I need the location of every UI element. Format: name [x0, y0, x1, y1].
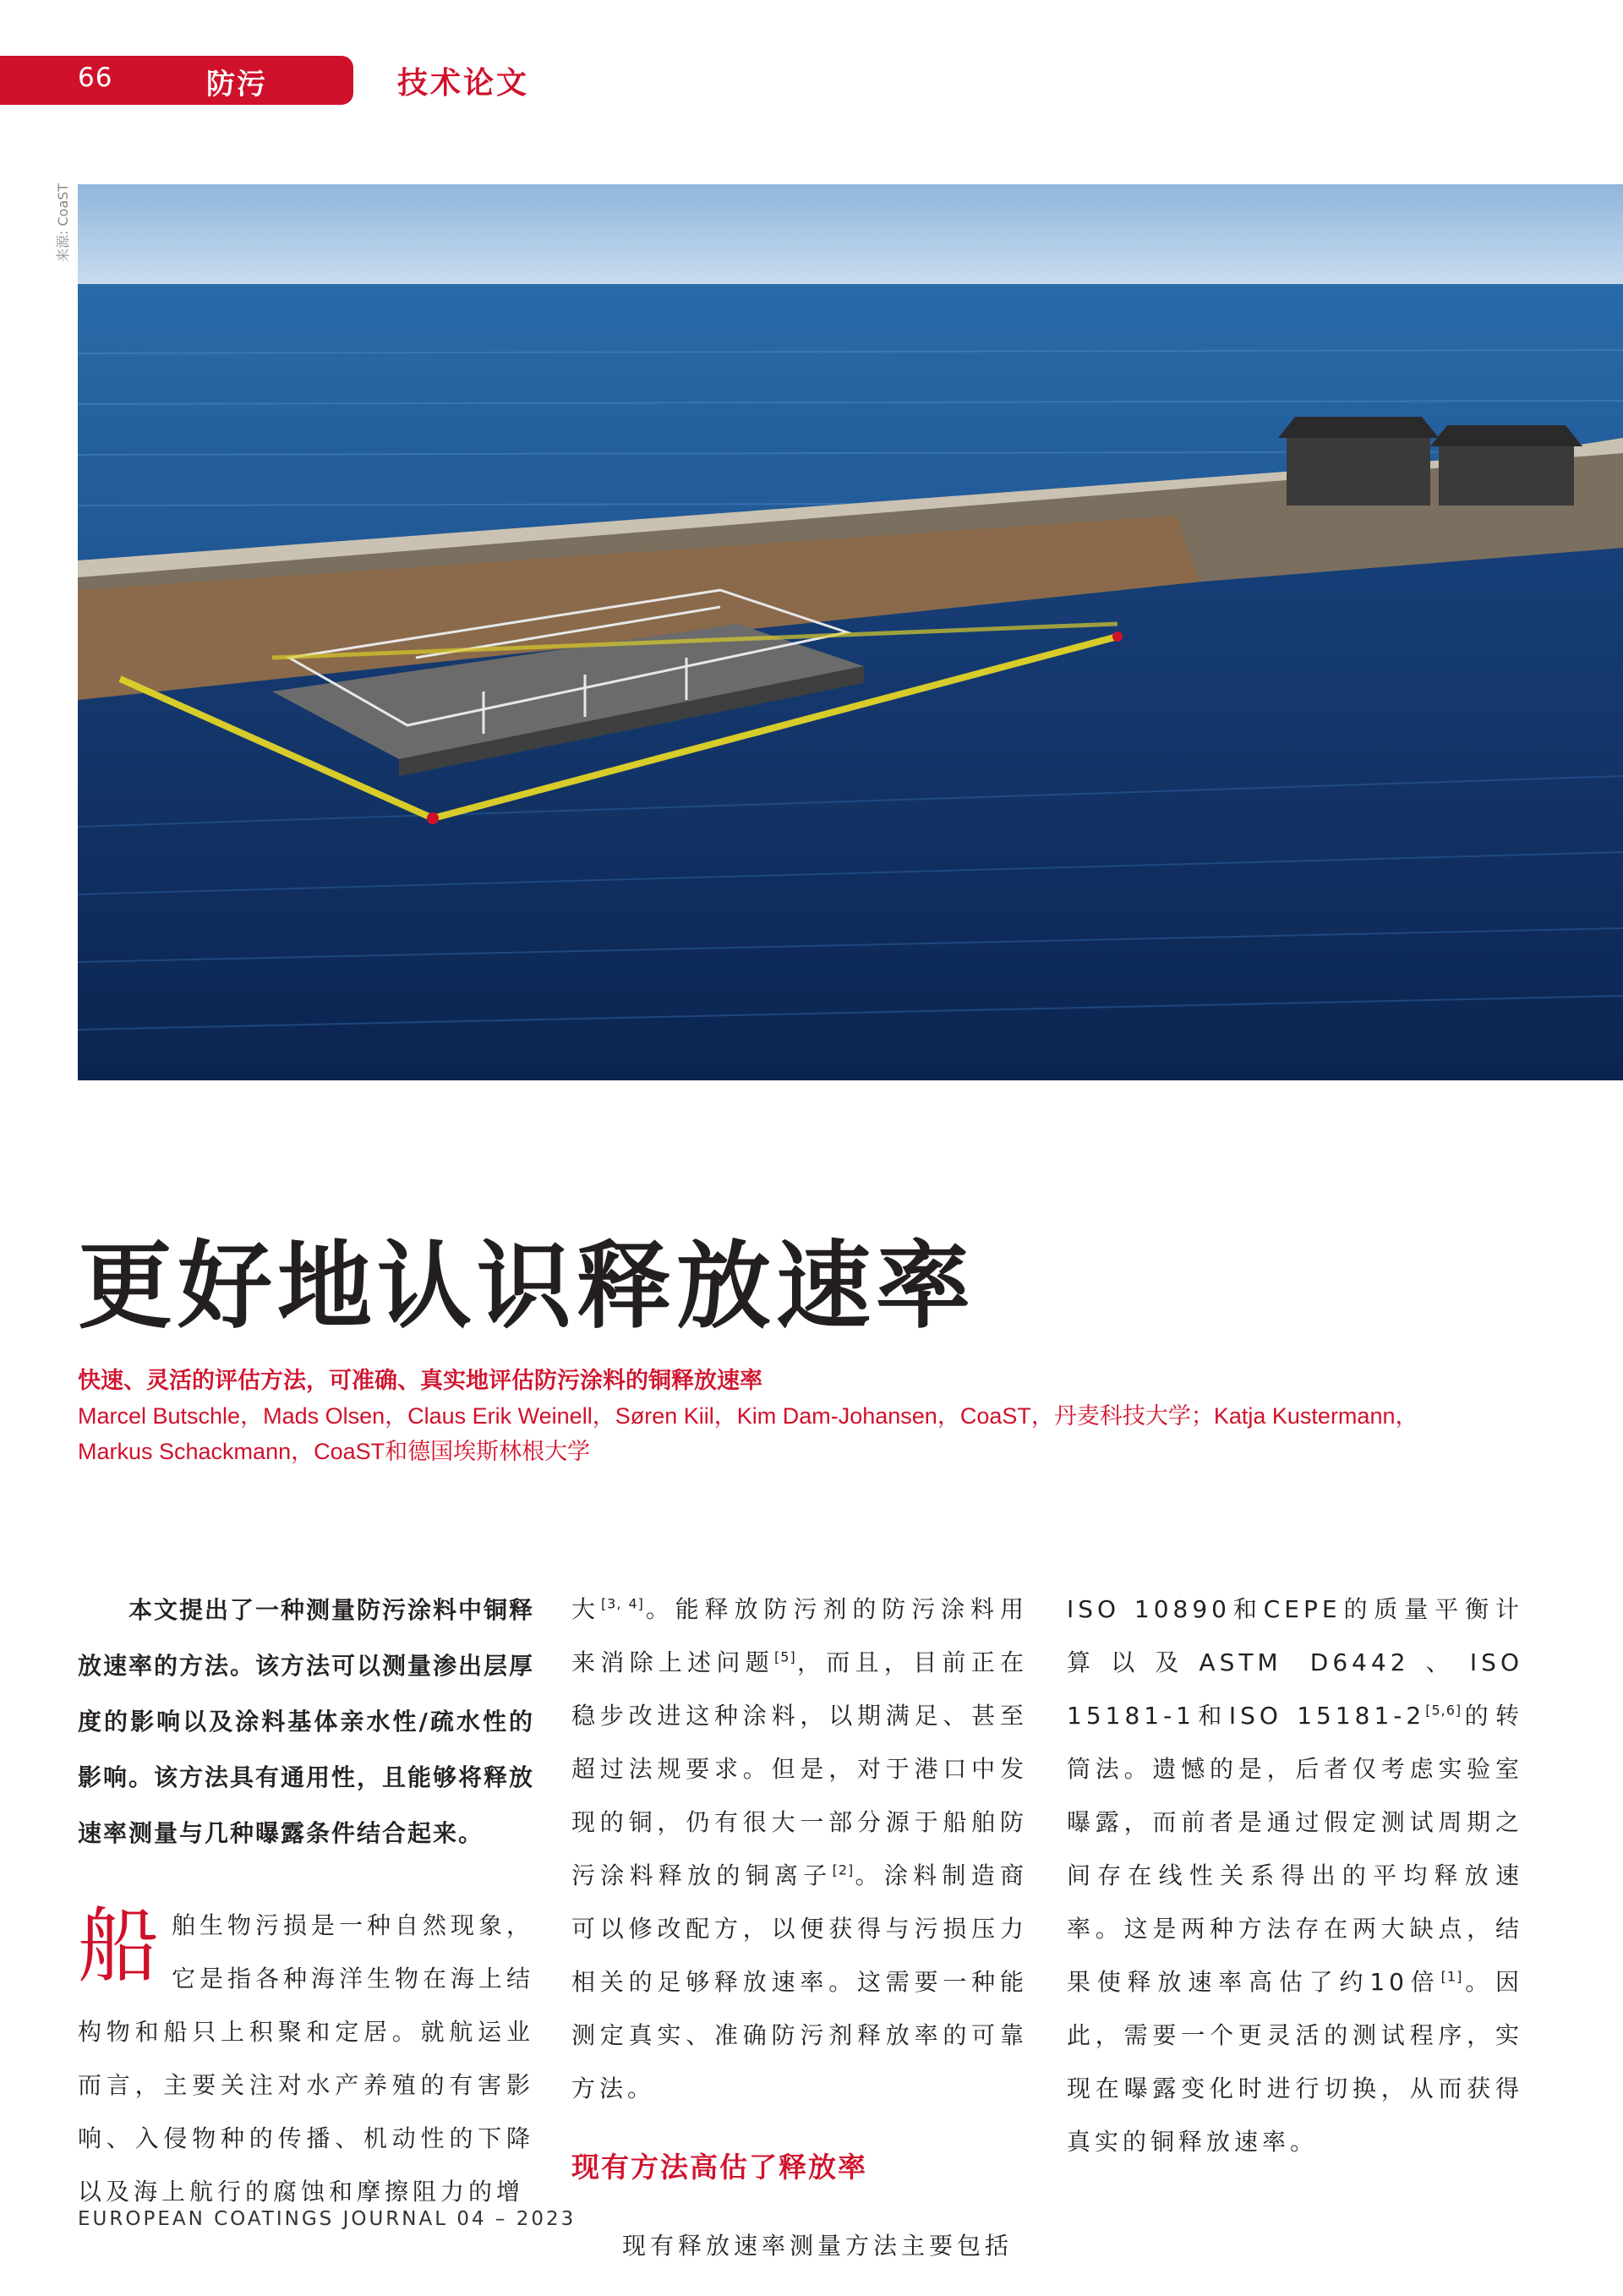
body-text: 舶生物污损是一种自然现象，它是指各种海洋生物在海上结构物和船只上积聚和定居。就航运业而言，主要关注对水产养殖的有害影响、入侵物种的传播、机动性的下降以及海上航行的腐蚀和摩擦阻力的增: [78, 1911, 535, 2206]
abstract: 本文提出了一种测量防污涂料中铜释放速率的方法。该方法可以测量渗出层厚度的影响以及涂料基体亲水性/疏水性的影响。该方法具有通用性，且能够将释放速率测量与几种曝露条件结合起来。: [78, 1596, 535, 1847]
body-text: 的转筒法。遗憾的是，后者仅考虑实验室曝露，而前者是通过假定测试周期之间存在线性关系得出的平均释放速率。这是两种方法存在两大缺点，结果使释放速率高估了约10倍: [1067, 1702, 1523, 1996]
body-text: 。能释放防污剂的防污涂料用来消除上述问题: [571, 1595, 1028, 1676]
body-text: ISO 10890和CEPE的质量平衡计算以及ASTM D6442、ISO 15181-1和ISO 15181-2: [1067, 1595, 1523, 1730]
body-paragraph: [78, 1899, 534, 2218]
body-text: 大: [571, 1595, 601, 1623]
photo-credit: 来源: CoaST: [55, 183, 71, 262]
article-subtitle: 快速、灵活的评估方法，可准确、真实地评估防污涂料的铜释放速率: [78, 1368, 762, 1393]
harbor-photo: [78, 184, 1623, 1080]
author-line: Markus Schackmann，CoaST和德国埃斯林根大学: [78, 1439, 591, 1464]
section-heading: 现有方法高估了释放率: [571, 2151, 867, 2184]
text-column-2: [571, 1583, 1028, 2272]
body-text: 。涂料制造商可以修改配方，以便获得与污损压力相关的足够释放速率。这需要一种能测定真实、准确防污剂释放率的可靠方法。: [571, 1861, 1028, 2102]
category-label: 技术论文: [397, 66, 530, 101]
reference: [5,6]: [1425, 1702, 1462, 1719]
body-paragraph: [571, 1583, 1028, 2115]
text-column-3: [1067, 1583, 1523, 2168]
reference: [1]: [1440, 1968, 1463, 1985]
header-bar: [0, 56, 353, 105]
page-number: 66: [78, 63, 113, 93]
section-label: 防污: [206, 68, 267, 101]
text-column-1: [78, 1583, 534, 2218]
reference: [5]: [774, 1648, 796, 1665]
body-text: ，而且，目前正在稳步改进这种涂料，以期满足、甚至超过法规要求。但是，对于港口中发现的铜，仍有很大一部分源于船舶防污涂料释放的铜离子: [571, 1648, 1028, 1889]
reference: [3, 4]: [600, 1595, 644, 1612]
body-paragraph: 现有释放速率测量方法主要包括: [622, 2232, 1014, 2260]
author-line: Marcel Butschle，Mads Olsen，Claus Erik Weinell，Søren Kiil，Kim Dam-Johansen，CoaST，丹麦科技大学；Katja Kustermann，: [78, 1403, 1418, 1429]
article-title: 更好地认识释放速率: [78, 1232, 975, 1342]
article-subtitle-block: [78, 1363, 1566, 1469]
drop-cap: 船: [78, 1899, 163, 1993]
body-text: 。因此，需要一个更灵活的测试程序，实现在曝露变化时进行切换，从而获得真实的铜释放速率。: [1067, 1968, 1523, 2156]
body-paragraph: [1067, 1583, 1523, 2168]
journal-footer: EUROPEAN COATINGS JOURNAL 04 – 2023: [78, 2208, 577, 2230]
reference: [2]: [832, 1861, 855, 1878]
